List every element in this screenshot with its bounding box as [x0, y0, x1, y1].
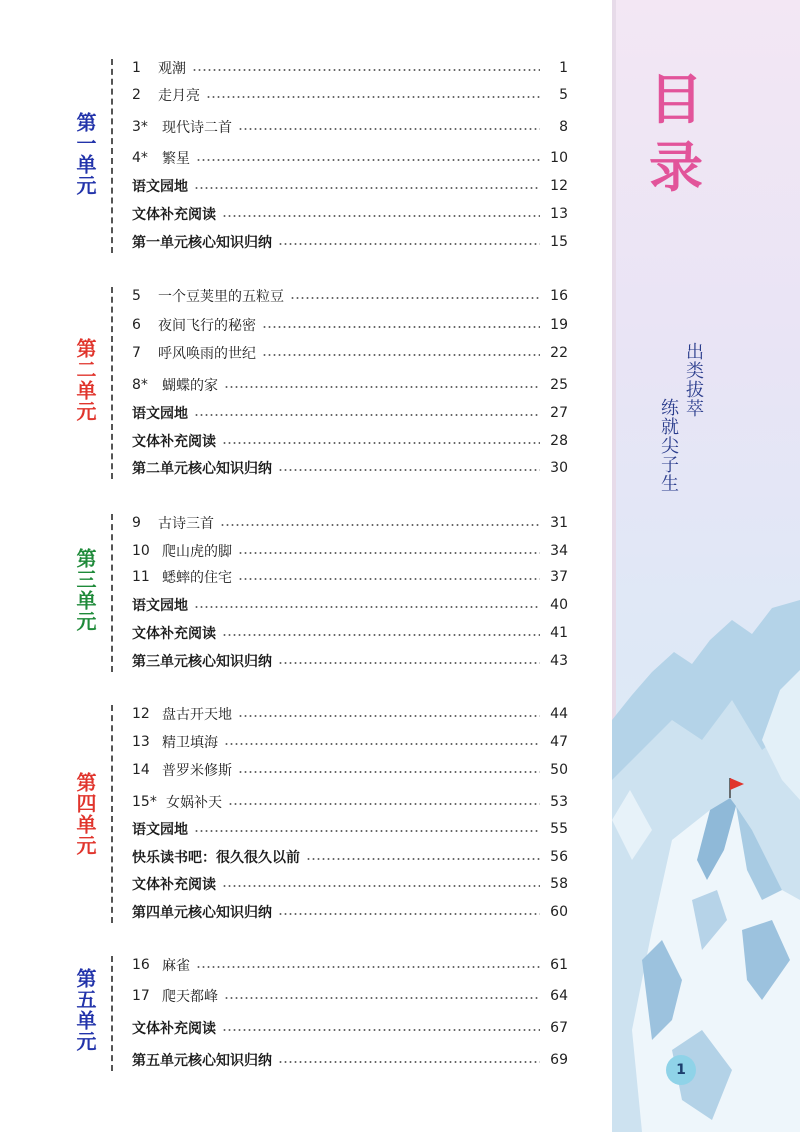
- dot-leader: [222, 442, 540, 444]
- entry-title: 观潮: [158, 61, 186, 77]
- dot-leader: [194, 606, 540, 608]
- lesson-number: 4*: [132, 150, 148, 166]
- dot-leader: [224, 997, 540, 999]
- page-ref: 22: [550, 345, 568, 361]
- entry-title: 蟋蟀的住宅: [162, 570, 232, 586]
- toc-entry[interactable]: [132, 759, 568, 781]
- lesson-number: 1: [132, 60, 141, 76]
- dot-leader: [238, 715, 540, 717]
- toc-entry[interactable]: [132, 846, 568, 868]
- toc-entry[interactable]: [132, 374, 568, 396]
- dot-leader: [238, 771, 540, 773]
- entry-title: 盘古开天地: [162, 707, 232, 723]
- unit-divider: [111, 514, 113, 672]
- entry-title: 爬天都峰: [162, 989, 218, 1005]
- page-ref: 60: [550, 904, 568, 920]
- toc-entry[interactable]: [132, 594, 568, 616]
- toc-entry[interactable]: [132, 818, 568, 840]
- toc-entry[interactable]: [132, 314, 568, 336]
- toc-entry[interactable]: [132, 116, 568, 138]
- lesson-number: 15*: [132, 794, 157, 810]
- entry-title: 夜间飞行的秘密: [158, 318, 256, 334]
- dot-leader: [224, 386, 540, 388]
- toc-entry[interactable]: [132, 57, 568, 79]
- entry-title: 古诗三首: [158, 516, 214, 532]
- lesson-number: 2: [132, 87, 141, 103]
- dot-leader: [224, 743, 540, 745]
- toc-entry[interactable]: [132, 1017, 568, 1039]
- lesson-number: 7: [132, 345, 141, 361]
- entry-title: 第三单元核心知识归纳: [132, 654, 272, 670]
- entry-title: 第二单元核心知识归纳: [132, 461, 272, 477]
- lesson-number: 6: [132, 317, 141, 333]
- lesson-number: 10: [132, 543, 150, 559]
- dot-leader: [196, 966, 540, 968]
- entry-title: 女娲补天: [166, 795, 222, 811]
- entry-title: 呼风唤雨的世纪: [158, 346, 256, 362]
- toc-entry[interactable]: [132, 175, 568, 197]
- dot-leader: [278, 1061, 540, 1063]
- lesson-number: 3*: [132, 119, 148, 135]
- toc-entry[interactable]: [132, 430, 568, 452]
- page-ref: 30: [550, 460, 568, 476]
- entry-title: 走月亮: [158, 88, 200, 104]
- unit-divider: [111, 287, 113, 479]
- page-ref: 19: [550, 317, 568, 333]
- entry-title: 语文园地: [132, 822, 188, 838]
- page-ref: 47: [550, 734, 568, 750]
- dot-leader: [194, 414, 540, 416]
- entry-title: 文体补充阅读: [132, 434, 216, 450]
- page-ref: 12: [550, 178, 568, 194]
- unit-divider: [111, 59, 113, 253]
- toc-entry[interactable]: [132, 84, 568, 106]
- entry-title: 蝴蝶的家: [162, 378, 218, 394]
- page-ref: 1: [559, 60, 568, 76]
- page-ref: 44: [550, 706, 568, 722]
- entry-title: 文体补充阅读: [132, 1021, 216, 1037]
- toc-entry[interactable]: [132, 791, 568, 813]
- page-ref: 41: [550, 625, 568, 641]
- entry-title: 普罗米修斯: [162, 763, 232, 779]
- page-ref: 31: [550, 515, 568, 531]
- snow-mountain-illustration: [612, 600, 800, 1132]
- entry-title: 爬山虎的脚: [162, 544, 232, 560]
- page-ref: 50: [550, 762, 568, 778]
- toc-entry[interactable]: [132, 231, 568, 253]
- dot-leader: [194, 830, 540, 832]
- dot-leader: [278, 469, 540, 471]
- dot-leader: [238, 128, 540, 130]
- dot-leader: [238, 578, 540, 580]
- dot-leader: [206, 96, 540, 98]
- page-ref: 15: [550, 234, 568, 250]
- page-ref: 56: [550, 849, 568, 865]
- page-ref: 55: [550, 821, 568, 837]
- toc-entry[interactable]: [132, 566, 568, 588]
- page-ref: 40: [550, 597, 568, 613]
- lesson-number: 16: [132, 957, 150, 973]
- toc-entry[interactable]: [132, 985, 568, 1007]
- toc-entry[interactable]: [132, 457, 568, 479]
- unit-label: 第三单元: [73, 548, 97, 632]
- toc-entry[interactable]: [132, 873, 568, 895]
- dot-leader: [222, 634, 540, 636]
- entry-title: 文体补充阅读: [132, 626, 216, 642]
- page-ref: 64: [550, 988, 568, 1004]
- entry-title: 文体补充阅读: [132, 207, 216, 223]
- dot-leader: [262, 354, 540, 356]
- page-number-badge: 1: [666, 1055, 696, 1085]
- lesson-number: 12: [132, 706, 150, 722]
- page-ref: 53: [550, 794, 568, 810]
- dot-leader: [306, 858, 540, 860]
- toc-entry[interactable]: [132, 540, 568, 562]
- toc-title: 目录: [649, 68, 703, 199]
- entry-title: 现代诗二首: [162, 120, 232, 136]
- dot-leader: [278, 243, 540, 245]
- entry-title: 麻雀: [162, 958, 190, 974]
- toc-entry[interactable]: [132, 1049, 568, 1071]
- page-ref: 27: [550, 405, 568, 421]
- entry-title: 第五单元核心知识归纳: [132, 1053, 272, 1069]
- page-ref: 5: [559, 87, 568, 103]
- page-ref: 61: [550, 957, 568, 973]
- entry-title: 第一单元核心知识归纳: [132, 235, 272, 251]
- toc-entry[interactable]: [132, 147, 568, 169]
- entry-title: 语文园地: [132, 179, 188, 195]
- entry-title: 语文园地: [132, 406, 188, 422]
- dot-leader: [228, 803, 540, 805]
- toc-entry[interactable]: [132, 402, 568, 424]
- toc-entry[interactable]: [132, 703, 568, 725]
- page-ref: 10: [550, 150, 568, 166]
- page-ref: 43: [550, 653, 568, 669]
- dot-leader: [222, 885, 540, 887]
- lesson-number: 8*: [132, 377, 148, 393]
- dot-leader: [220, 524, 540, 526]
- dot-leader: [196, 159, 540, 161]
- dot-leader: [278, 662, 540, 664]
- dot-leader: [192, 69, 540, 71]
- toc-entry[interactable]: [132, 954, 568, 976]
- entry-title: 快乐读书吧：很久很久以前: [132, 850, 300, 866]
- page-ref: 37: [550, 569, 568, 585]
- unit-label: 第四单元: [73, 772, 97, 856]
- page-ref: 13: [550, 206, 568, 222]
- page-ref: 69: [550, 1052, 568, 1068]
- slogan-line-1: 出类拔萃: [683, 342, 704, 418]
- unit-divider: [111, 705, 113, 923]
- toc-entry[interactable]: [132, 901, 568, 923]
- page-ref: 16: [550, 288, 568, 304]
- dot-leader: [194, 187, 540, 189]
- page-ref: 67: [550, 1020, 568, 1036]
- entry-title: 第四单元核心知识归纳: [132, 905, 272, 921]
- page-ref: 25: [550, 377, 568, 393]
- page-ref: 8: [559, 119, 568, 135]
- toc-entry[interactable]: [132, 342, 568, 364]
- toc-entry[interactable]: [132, 650, 568, 672]
- entry-title: 文体补充阅读: [132, 877, 216, 893]
- unit-label: 第一单元: [73, 112, 97, 196]
- unit-label: 第二单元: [73, 338, 97, 422]
- lesson-number: 11: [132, 569, 150, 585]
- dot-leader: [222, 1029, 540, 1031]
- lesson-number: 17: [132, 988, 150, 1004]
- entry-title: 精卫填海: [162, 735, 218, 751]
- slogan-line-2: 练就尖子生: [658, 398, 679, 493]
- dot-leader: [238, 552, 540, 554]
- lesson-number: 5: [132, 288, 141, 304]
- dot-leader: [278, 913, 540, 915]
- page-ref: 28: [550, 433, 568, 449]
- toc-entry[interactable]: [132, 512, 568, 534]
- lesson-number: 14: [132, 762, 150, 778]
- dot-leader: [222, 215, 540, 217]
- toc-entry[interactable]: [132, 731, 568, 753]
- toc-entry[interactable]: [132, 285, 568, 307]
- toc-entry[interactable]: [132, 622, 568, 644]
- entry-title: 语文园地: [132, 598, 188, 614]
- dot-leader: [262, 326, 540, 328]
- unit-divider: [111, 956, 113, 1071]
- entry-title: 一个豆荚里的五粒豆: [158, 289, 284, 305]
- unit-label: 第五单元: [73, 968, 97, 1052]
- toc-entry[interactable]: [132, 203, 568, 225]
- lesson-number: 9: [132, 515, 141, 531]
- page-ref: 34: [550, 543, 568, 559]
- page-ref: 58: [550, 876, 568, 892]
- dot-leader: [290, 297, 540, 299]
- lesson-number: 13: [132, 734, 150, 750]
- entry-title: 繁星: [162, 151, 190, 167]
